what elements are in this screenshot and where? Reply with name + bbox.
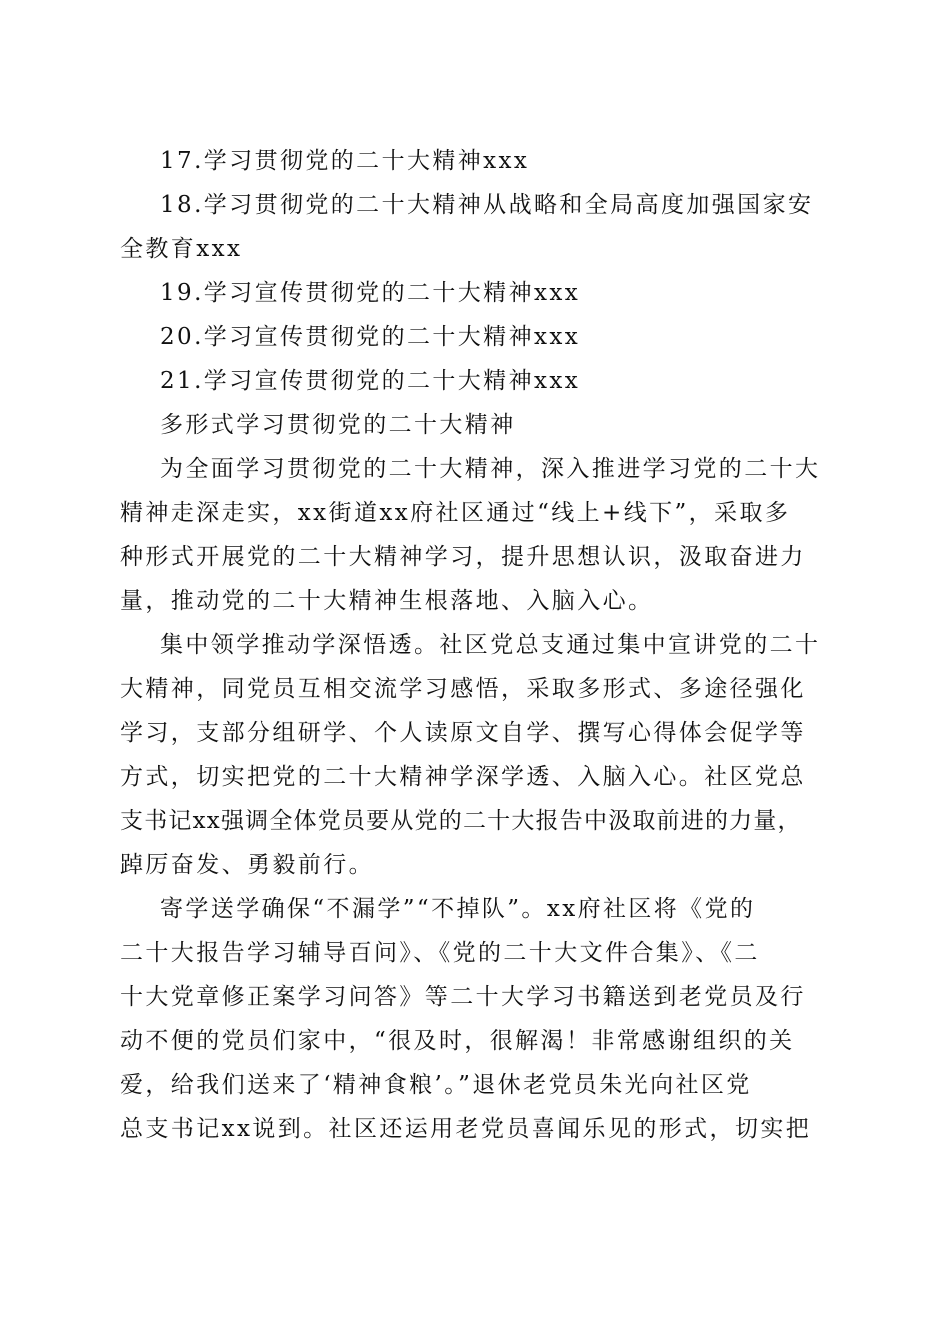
paragraph-3-line: 动不便的党员们家中，“很及时，很解渴！非常感谢组织的关 (120, 1028, 795, 1054)
paragraph-2-line: 学习，支部分组研学、个人读原文自学、撰写心得体会促学等 (120, 720, 806, 746)
article-title: 多形式学习贯彻党的二十大精神 (160, 412, 516, 438)
paragraph-3-line: 寄学送学确保“不漏学”“不掉队”。xx府社区将《党的 (160, 896, 756, 922)
list-item-20: 20.学习宣传贯彻党的二十大精神xxx (160, 324, 581, 350)
paragraph-2-line: 支书记xx强调全体党员要从党的二十大报告中汲取前进的力量， (120, 808, 802, 834)
list-item-21: 21.学习宣传贯彻党的二十大精神xxx (160, 368, 581, 394)
list-item-17: 17.学习贯彻党的二十大精神xxx (160, 148, 530, 174)
paragraph-3-line: 二十大报告学习辅导百问》、《党的二十大文件合集》、《二 (120, 940, 760, 966)
list-item-18: 18.学习贯彻党的二十大精神从战略和全局高度加强国家安 (160, 192, 814, 218)
paragraph-2-line: 踔厉奋发、勇毅前行。 (120, 852, 374, 878)
paragraph-1-line: 为全面学习贯彻党的二十大精神，深入推进学习党的二十大 (160, 456, 821, 482)
paragraph-2-line: 集中领学推动学深悟透。社区党总支通过集中宣讲党的二十 (160, 632, 821, 658)
paragraph-2-line: 大精神，同党员互相交流学习感悟，采取多形式、多途径强化 (120, 676, 806, 702)
document-body (120, 139, 825, 1151)
list-item-19: 19.学习宣传贯彻党的二十大精神xxx (160, 280, 581, 306)
paragraph-1-line: 种形式开展党的二十大精神学习，提升思想认识，汲取奋进力 (120, 544, 806, 570)
paragraph-1-line: 精神走深走实，xx街道xx府社区通过“线上+线下”，采取多 (120, 500, 791, 526)
paragraph-3-line: 十大党章修正案学习问答》等二十大学习书籍送到老党员及行 (120, 984, 806, 1010)
paragraph-3-line: 爱，给我们送来了‘精神食粮’。”退休老党员朱光向社区党 (120, 1072, 752, 1098)
paragraph-1-line: 量，推动党的二十大精神生根落地、入脑入心。 (120, 588, 654, 614)
paragraph-2-line: 方式，切实把党的二十大精神学深学透、入脑入心。社区党总 (120, 764, 806, 790)
paragraph-3-line: 总支书记xx说到。社区还运用老党员喜闻乐见的形式，切实把 (120, 1116, 812, 1142)
list-item-18-continued: 全教育xxx (120, 236, 243, 262)
